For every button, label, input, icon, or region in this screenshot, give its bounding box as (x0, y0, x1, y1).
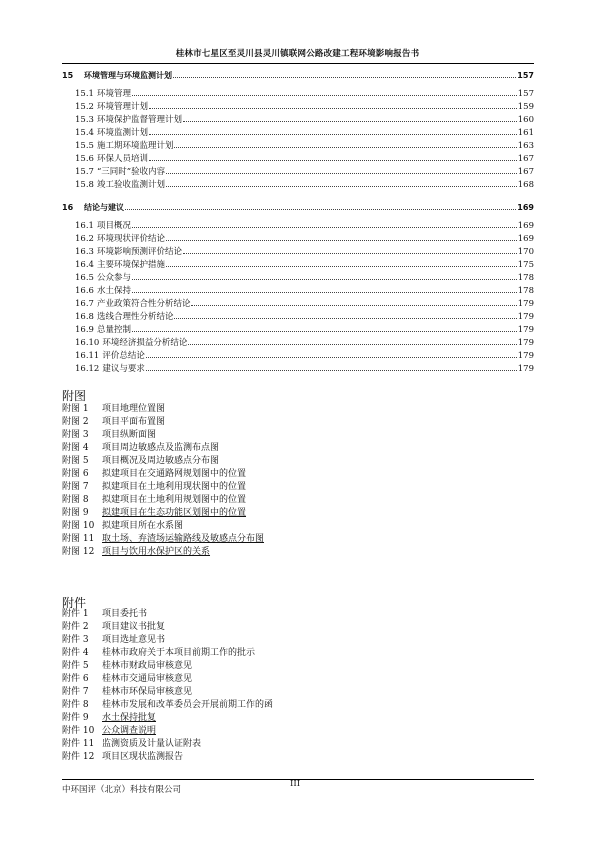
attachment-item-label: 附件 5 (62, 661, 89, 671)
figure-item-title: 拟建项目在土地利用规划图中的位置 (102, 495, 247, 505)
toc-entry-title: 评价总结论 (102, 351, 145, 361)
toc-entry-title: 建议与要求 (102, 364, 145, 374)
attachment-item[interactable] (62, 725, 534, 738)
toc-entry-page: 157 (517, 71, 534, 80)
toc-entry-page: 179 (517, 325, 534, 335)
attachment-item[interactable] (62, 712, 534, 725)
toc-entry-page: 175 (517, 260, 534, 270)
attachment-item-label: 附件 10 (62, 726, 95, 736)
toc-entry-page: 167 (517, 154, 534, 164)
toc-entry[interactable] (62, 324, 534, 337)
toc-dot-leader (149, 133, 517, 135)
figure-item[interactable] (62, 416, 534, 429)
toc-entry-number: 15.1 (75, 89, 94, 99)
attachment-item-title: 公众调查说明 (102, 726, 157, 736)
toc-entry-title: 环境现状评价结论 (96, 234, 165, 244)
toc-entry[interactable] (62, 220, 534, 233)
toc-entry[interactable] (62, 350, 534, 363)
figure-item[interactable] (62, 520, 534, 533)
toc-entry[interactable] (62, 298, 534, 311)
attachment-item-label: 附件 9 (62, 713, 89, 723)
toc-entry-page: 170 (517, 247, 534, 257)
toc-dot-leader (166, 239, 517, 241)
figure-item[interactable] (62, 546, 534, 559)
toc-entry-title: 公众参与 (96, 273, 131, 283)
toc-dot-leader (132, 94, 517, 96)
toc-dot-leader (149, 107, 517, 109)
toc-entry-page: 168 (517, 180, 534, 190)
toc-chapter-entry[interactable] (62, 201, 534, 214)
figure-item-label: 附图 7 (62, 482, 89, 492)
figure-item-label: 附图 11 (62, 534, 95, 544)
page-number: III (290, 779, 301, 789)
toc-dot-leader (132, 226, 517, 228)
toc-entry-number: 16.6 (75, 286, 94, 296)
toc-dot-leader (132, 278, 517, 280)
toc-entry-title: 环境监测计划 (96, 128, 148, 138)
toc-entry-title: 施工期环境监理计划 (96, 141, 174, 151)
figure-item[interactable] (62, 507, 534, 520)
toc-entry[interactable] (62, 153, 534, 166)
figure-item-title: 项目概况及周边敏感点分布图 (102, 456, 220, 466)
toc-dot-leader (146, 356, 517, 358)
attachment-item[interactable] (62, 647, 534, 660)
attachment-item-title: 桂林市发展和改革委员会开展前期工作的函 (102, 700, 274, 710)
toc-entry[interactable] (62, 114, 534, 127)
toc-entry-page: 157 (517, 89, 534, 99)
toc-dot-leader (146, 369, 517, 371)
table-of-contents (62, 69, 534, 376)
toc-entry-title: 环境保护监督管理计划 (96, 115, 182, 125)
toc-dot-leader (125, 208, 516, 210)
figure-item-title: 项目周边敏感点及监测布点图 (102, 443, 220, 453)
toc-chapter-entry[interactable] (62, 69, 534, 82)
toc-entry-title: 环境影响预测评价结论 (96, 247, 182, 257)
figure-item-label: 附图 4 (62, 443, 89, 453)
figures-list (62, 403, 534, 559)
toc-entry[interactable] (62, 285, 534, 298)
figure-item-title: 项目与饮用水保护区的关系 (102, 547, 211, 557)
attachment-item-label: 附件 8 (62, 700, 89, 710)
toc-entry[interactable] (62, 272, 534, 285)
toc-entry[interactable] (62, 88, 534, 101)
toc-entry[interactable] (62, 127, 534, 140)
figure-item[interactable] (62, 442, 534, 455)
document-header-title: 桂林市七星区至灵川县灵川镇联网公路改建工程环境影响报告书 (175, 49, 420, 59)
attachment-item-title: 桂林市环保局审核意见 (102, 687, 193, 697)
figure-item-title: 拟建项目在生态功能区划图中的位置 (102, 508, 247, 518)
toc-entry-title: “三同时”验收内容 (96, 167, 166, 177)
toc-entry-title: 结论与建议 (84, 203, 124, 212)
figure-item-label: 附图 9 (62, 508, 89, 518)
toc-entry-page: 169 (517, 203, 534, 212)
figure-item[interactable] (62, 455, 534, 468)
toc-entry-title: 环境经济损益分析结论 (102, 338, 188, 348)
toc-entry-page: 179 (517, 312, 534, 322)
toc-dot-leader (191, 304, 516, 306)
figure-item-title: 拟建项目在交通路网规划图中的位置 (102, 469, 247, 479)
toc-entry-number: 16.9 (75, 325, 94, 335)
toc-entry-title: 产业政策符合性分析结论 (96, 299, 191, 309)
attachment-item-title: 项目委托书 (102, 609, 148, 619)
toc-entry-number: 16.7 (75, 299, 94, 309)
figure-item[interactable] (62, 481, 534, 494)
figures-heading: 附图 (62, 389, 87, 403)
toc-dot-leader (166, 185, 517, 187)
toc-entry-number: 16.3 (75, 247, 94, 257)
toc-entry-title: 环境管理计划 (96, 102, 148, 112)
toc-entry-page: 179 (517, 364, 534, 374)
attachment-item[interactable] (62, 634, 534, 647)
toc-dot-leader (174, 146, 516, 148)
toc-dot-leader (188, 343, 516, 345)
toc-entry[interactable] (62, 179, 534, 192)
attachment-item[interactable] (62, 608, 534, 621)
attachment-item-title: 项目区现状监测报告 (102, 752, 184, 762)
figure-item-label: 附图 6 (62, 469, 89, 479)
attachment-item-label: 附件 11 (62, 739, 95, 749)
toc-entry-number: 15.3 (75, 115, 94, 125)
toc-dot-leader (183, 252, 517, 254)
toc-entry-number: 15.5 (75, 141, 94, 151)
toc-entry-page: 159 (517, 102, 534, 112)
toc-entry[interactable] (62, 166, 534, 179)
figure-item[interactable] (62, 494, 534, 507)
toc-entry-title: 项目概况 (96, 221, 131, 231)
toc-entry-page: 179 (517, 299, 534, 309)
toc-dot-leader (173, 76, 516, 78)
attachment-item-label: 附件 4 (62, 648, 89, 658)
attachment-item[interactable] (62, 686, 534, 699)
attachment-item-title: 水土保持批复 (102, 713, 157, 723)
toc-entry[interactable] (62, 363, 534, 376)
toc-dot-leader (132, 291, 517, 293)
figure-item-label: 附图 8 (62, 495, 89, 505)
toc-entry-number: 15.6 (75, 154, 94, 164)
toc-entry-page: 179 (517, 338, 534, 348)
toc-dot-leader (149, 159, 517, 161)
toc-dot-leader (166, 172, 517, 174)
toc-entry-page: 160 (517, 115, 534, 125)
attachment-item-label: 附件 7 (62, 687, 89, 697)
toc-entry-number: 16.8 (75, 312, 94, 322)
toc-entry-page: 179 (517, 351, 534, 361)
toc-entry-number: 15 (62, 71, 74, 80)
figure-item[interactable] (62, 403, 534, 416)
toc-entry-page: 178 (517, 273, 534, 283)
attachments-heading: 附件 (62, 596, 87, 610)
toc-entry[interactable] (62, 101, 534, 114)
attachment-item[interactable] (62, 621, 534, 634)
figure-item-title: 项目平面布置图 (102, 417, 166, 427)
toc-entry[interactable] (62, 311, 534, 324)
attachment-item[interactable] (62, 751, 534, 764)
toc-entry-page: 163 (517, 141, 534, 151)
toc-entry-number: 16.12 (75, 364, 100, 374)
toc-entry-number: 15.7 (75, 167, 94, 177)
attachment-item-title: 监测资质及计量认证附表 (102, 739, 202, 749)
footer-company: 中环国评（北京）科技有限公司 (62, 785, 182, 795)
toc-entry-number: 15.4 (75, 128, 94, 138)
toc-entry-title: 竣工验收监测计划 (96, 180, 165, 190)
toc-entry-number: 15.2 (75, 102, 94, 112)
toc-entry-title: 主要环境保护措施 (96, 260, 165, 270)
attachment-item[interactable] (62, 673, 534, 686)
toc-entry-title: 环境管理与环境监测计划 (84, 71, 172, 80)
toc-entry-number: 16.4 (75, 260, 94, 270)
attachment-item[interactable] (62, 660, 534, 673)
toc-dot-leader (166, 265, 517, 267)
toc-entry-page: 169 (517, 221, 534, 231)
attachment-item-title: 项目建议书批复 (102, 622, 166, 632)
toc-entry-number: 16.11 (75, 351, 100, 361)
attachment-item-label: 附件 1 (62, 609, 89, 619)
toc-entry-page: 167 (517, 167, 534, 177)
figure-item-label: 附图 3 (62, 430, 89, 440)
toc-entry[interactable] (62, 140, 534, 153)
toc-dot-leader (183, 120, 517, 122)
toc-entry-number: 15.8 (75, 180, 94, 190)
attachment-item-title: 桂林市财政局审核意见 (102, 661, 193, 671)
attachment-item-title: 项目选址意见书 (102, 635, 166, 645)
figure-item-title: 拟建项目在土地利用现状图中的位置 (102, 482, 247, 492)
toc-entry-number: 16.1 (75, 221, 94, 231)
attachment-item-title: 桂林市交通局审核意见 (102, 674, 193, 684)
figure-item-label: 附图 12 (62, 547, 95, 557)
attachment-item-label: 附件 2 (62, 622, 89, 632)
toc-entry-page: 169 (517, 234, 534, 244)
toc-entry[interactable] (62, 259, 534, 272)
figure-item[interactable] (62, 468, 534, 481)
figure-item-title: 拟建项目所在水系图 (102, 521, 184, 531)
figure-item[interactable] (62, 533, 534, 546)
attachment-item-label: 附件 6 (62, 674, 89, 684)
toc-dot-leader (174, 317, 516, 319)
toc-entry-number: 16.5 (75, 273, 94, 283)
figure-item-title: 取土场、弃渣场运输路线及敏感点分布图 (102, 534, 265, 544)
figure-item-label: 附图 5 (62, 456, 89, 466)
attachment-item-label: 附件 12 (62, 752, 95, 762)
toc-entry-title: 环保人员培训 (96, 154, 148, 164)
toc-entry-number: 16.2 (75, 234, 94, 244)
toc-entry[interactable] (62, 337, 534, 350)
figure-item-label: 附图 2 (62, 417, 89, 427)
figure-item-title: 项目地理位置图 (102, 404, 166, 414)
attachment-item[interactable] (62, 699, 534, 712)
toc-entry-page: 161 (517, 128, 534, 138)
attachment-item-label: 附件 3 (62, 635, 89, 645)
toc-entry-title: 环境管理 (96, 89, 131, 99)
toc-entry-number: 16.10 (75, 338, 100, 348)
attachments-list (62, 608, 534, 764)
toc-entry-page: 178 (517, 286, 534, 296)
figure-item[interactable] (62, 429, 534, 442)
toc-entry-number: 16 (62, 203, 74, 212)
toc-entry-title: 总量控制 (96, 325, 131, 335)
attachment-item[interactable] (62, 738, 534, 751)
header-rule (62, 63, 534, 64)
figure-item-title: 项目纵断面图 (102, 430, 157, 440)
figure-item-label: 附图 10 (62, 521, 95, 531)
attachment-item-title: 桂林市政府关于本项目前期工作的批示 (102, 648, 256, 658)
toc-dot-leader (132, 330, 517, 332)
toc-entry-title: 选线合理性分析结论 (96, 312, 174, 322)
toc-entry-title: 水土保持 (96, 286, 131, 296)
toc-entry[interactable] (62, 246, 534, 259)
figure-item-label: 附图 1 (62, 404, 89, 414)
toc-entry[interactable] (62, 233, 534, 246)
